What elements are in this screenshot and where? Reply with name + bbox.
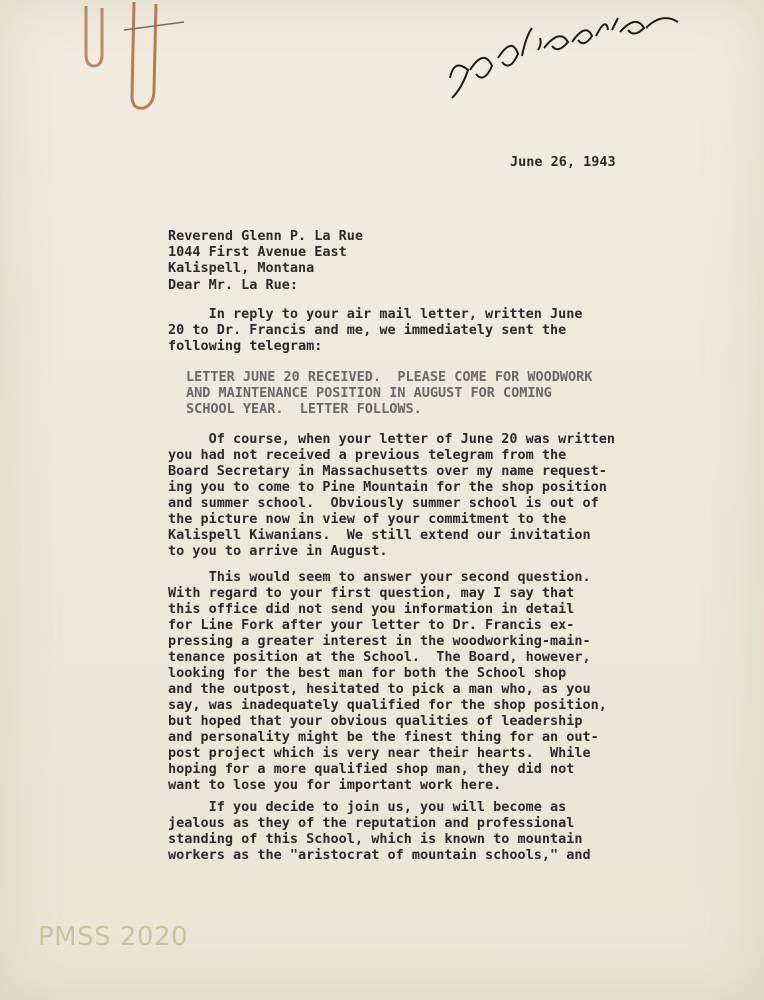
text-line: AND MAINTENANCE POSITION IN AUGUST FOR COMING [186,385,552,401]
recipient-street: 1044 First Avenue East [168,244,347,260]
handwritten-annotation [440,8,690,108]
text-line: you had not received a previous telegram from the [168,447,567,463]
paragraph-3 [168,569,688,793]
text-line: In reply to your air mail letter, written June [168,306,583,322]
text-line: want to lose you for important work here. [168,777,502,793]
salutation: Dear Mr. La Rue: [168,277,299,293]
recipient-name: Reverend Glenn P. La Rue [168,228,364,244]
text-line: this office did not send you information in detail [168,601,575,617]
paragraph-2 [168,431,688,559]
text-line: post project which is very near their hearts. While [168,745,591,761]
letter-date: June 26, 1943 [510,154,616,170]
paragraph-4 [168,799,688,863]
text-line: LETTER JUNE 20 RECEIVED. PLEASE COME FOR WOODWORK [186,369,593,385]
text-line: pressing a greater interest in the woodworking-main- [168,633,591,649]
text-line: for Line Fork after your letter to Dr. Francis ex- [168,617,575,633]
text-line: standing of this School, which is known to mountain [168,831,583,847]
watermark: PMSS 2020 [38,922,189,952]
text-line: SCHOOL YEAR. LETTER FOLLOWS. [186,401,422,417]
text-line: and personality might be the finest thing for an out- [168,729,599,745]
text-line: If you decide to join us, you will become as [168,799,567,815]
text-line: say, was inadequately qualified for the shop position, [168,697,607,713]
text-line: ing you to come to Pine Mountain for the shop position [168,479,607,495]
telegram-block [186,369,706,417]
text-line: and the outpost, hesitated to pick a man who, as you [168,681,591,697]
text-line: jealous as they of the reputation and professional [168,815,575,831]
text-line: This would seem to answer your second question. [168,569,591,585]
text-line: and summer school. Obviously summer school is out of [168,495,599,511]
text-line: With regard to your first question, may I say that [168,585,575,601]
text-line: Board Secretary in Massachusetts over my name request- [168,463,607,479]
text-line: 20 to Dr. Francis and me, we immediately sent the [168,322,567,338]
text-line: hoping for a more qualified shop man, they did not [168,761,575,777]
recipient-city: Kalispell, Montana [168,260,315,276]
text-line: the picture now in view of your commitment to the [168,511,567,527]
paragraph-1 [168,306,688,354]
text-line: tenance position at the School. The Board, however, [168,649,591,665]
text-line: Of course, when your letter of June 20 was written [168,431,616,447]
text-line: workers as the "aristocrat of mountain schools," and [168,847,591,863]
text-line: to you to arrive in August. [168,543,388,559]
paper-clip-icon [64,0,184,120]
recipient-address [168,228,363,276]
text-line: but hoped that your obvious qualities of leadership [168,713,583,729]
text-line: following telegram: [168,338,323,354]
text-line: looking for the best man for both the School shop [168,665,567,681]
text-line: Kalispell Kiwanians. We still extend our invitation [168,527,591,543]
